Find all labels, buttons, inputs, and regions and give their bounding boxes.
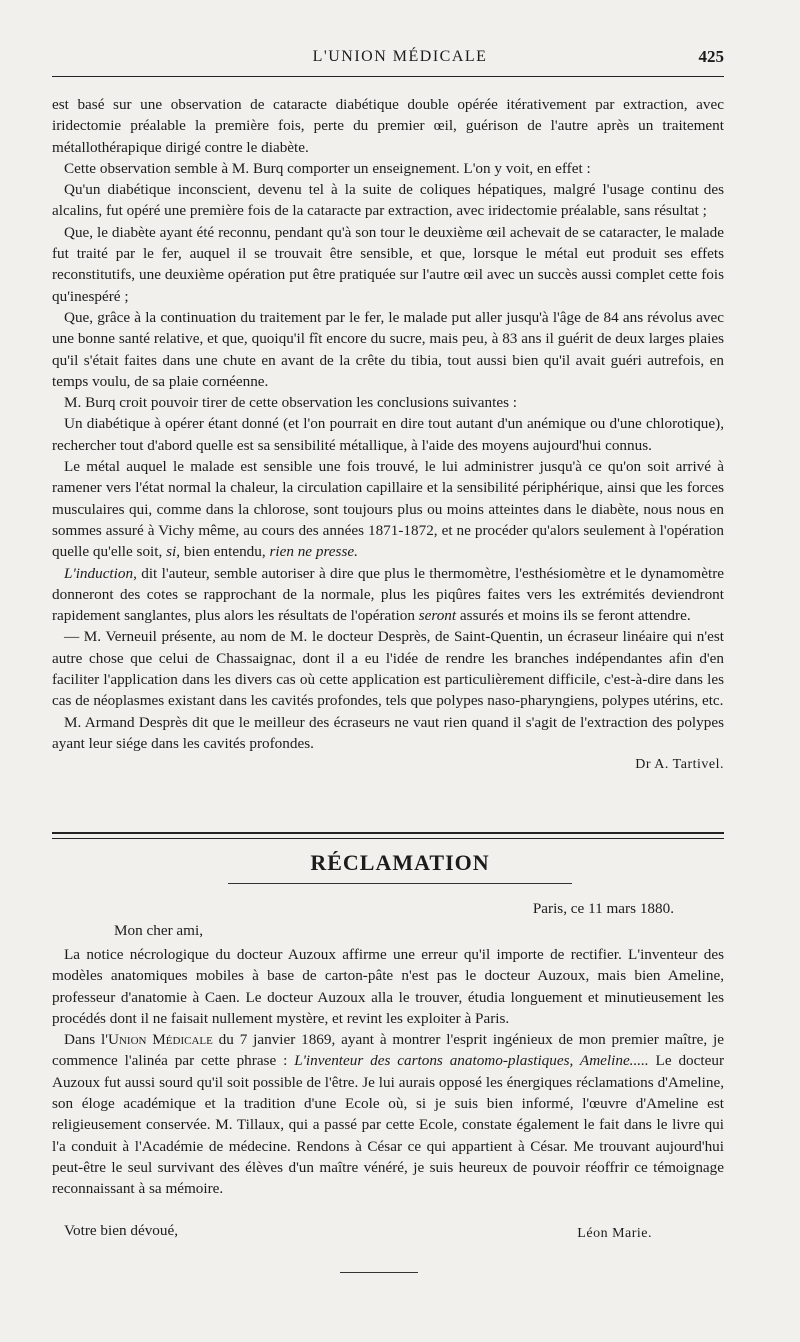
paragraph: Cette observation semble à M. Burq comporter un enseignement. L'on y voit, en effet :	[64, 159, 591, 177]
paragraph: est basé sur une observation de cataracte diabétique double opérée itérativement par extraction, avec iridectomie préalable la première fois, perte du premier œil, guérison de l'autre après un traitement métallothérapique dirigé contre le diabète.	[52, 96, 724, 156]
paragraph-text: Le docteur Auzoux fut aussi sourd qu'il soit possible de l'être. Je lui aurais opposé les énergiques réclamations d'Ameline, son éloge académique et la tradition d'une Ecole où, si je suis bien informé, l'œuvre d'Ameline est religieusement conservée. M. Tillaux, qui a passé par cette Ecole, constate également le fait dans le livre qui l'a conduit à l'Académie de médecine. Rendons à César ce qui appartient à César. Me trouvant aujourd'hui peut-être le seul survivant des élèves d'un maître vénéré, je suis heureux de pouvoir réoffrir ce témoignage reconnaissant à sa mémoire.	[52, 1052, 724, 1198]
header-rule	[52, 76, 724, 77]
paragraph-text: assurés et moins ils se feront attendre.	[456, 607, 691, 625]
paragraph: Que, le diabète ayant été reconnu, pendant qu'à son tour le deuxième œil achevait de se cataracter, le malade fut traité par le fer, auquel il se trouvait être sensible, et que, lorsque le métal eut produit ses effets reconstitutifs, une deuxième opération put être pratiquée sur l'autre œil avec un succès aussi complet cette fois qu'inespéré ;	[52, 223, 724, 305]
paragraph: Que, grâce à la continuation du traitement par le fer, le malade put aller jusqu'à l'âge de 84 ans révolus avec une bonne santé relative, et que, quoiqu'il fît encore du sucre, mais peu, à 83 ans il guérit de deux larges plaies qu'il s'était faites dans une chute en avant de la crête du tibia, tout aussi bien qu'il avait guéri autrefois, en temps voulu, de sa plaie cornéenne.	[52, 308, 724, 390]
journal-name: Union Médicale	[108, 1031, 213, 1049]
italic-text: L'induction	[64, 564, 134, 582]
section-divider	[52, 832, 724, 839]
dateline: Paris, ce 11 mars 1880.	[532, 900, 674, 917]
section-title: RÉCLAMATION	[310, 850, 490, 875]
paragraph-text: , dit l'auteur, semble autoriser à dire que plus le thermomètre, l'esthésiomètre et le dynamomètre donneront des cotes se rapprochant de la normale, plus les piqûres faites vers les extrémités deviendront rapidement sanglantes, plus alors les résultats de l'opération	[52, 564, 724, 625]
end-rule	[340, 1272, 418, 1273]
article-body	[52, 94, 724, 776]
italic-text: rien ne presse.	[269, 543, 358, 561]
paragraph: M. Armand Desprès dit que le meilleur des écraseurs ne vaut rien quand il s'agit de l'extraction des polypes ayant leur siége dans les cavités profondes.	[52, 713, 724, 752]
italic-text: si,	[166, 543, 181, 561]
paragraph: Qu'un diabétique inconscient, devenu tel à la suite de coliques hépatiques, malgré l'usage continu des alcalins, fut opéré une première fois de la cataracte par extraction, avec iridectomie préalable, sans résultat ;	[52, 181, 724, 220]
running-title: L'UNION MÉDICALE	[312, 48, 488, 65]
salutation: Mon cher ami,	[114, 922, 203, 939]
paragraph-text: Le métal auquel le malade est sensible une fois trouvé, le lui administrer jusqu'à ce qu'on soit arrivé à ramener vers l'état normal la chaleur, la circulation capillaire et la sensibilité périphérique, ainsi que les forces musculaires qui, comme dans la chlorose, sont toujours plus ou moins atteintes dans le diabète, nous nous en sommes assuré à Vichy même, au cours des années 1871-1872, et ne procéder qu'alors seulement à l'opération quelle qu'elle soit,	[52, 458, 724, 561]
paragraph	[52, 563, 724, 627]
italic-quote: L'inventeur des cartons anatomo-plastiques, Ameline.....	[294, 1052, 649, 1070]
paragraph: — M. Verneuil présente, au nom de M. le docteur Desprès, de Saint-Quentin, un écraseur linéaire qui n'est autre chose que celui de Chassaignac, dont il a eu l'idée de rendre les branches indépendantes afin d'en faciliter l'application dans les divers cas où cette application est particulièrement difficile, c'est-à-dire dans les cas de néoplasmes existant dans les cavités profondes, tels que polypes naso-pharyngiens, polypes utérins, etc.	[52, 628, 724, 710]
author-signature: Dr A. Tartivel.	[635, 757, 724, 773]
letter-body	[52, 944, 724, 1200]
paragraph-text: du 7 janvier 1869, ayant à montrer l'esprit ingénieux de mon premier maître, je commence l'alinéa par cette phrase :	[52, 1031, 724, 1070]
paragraph: M. Burq croit pouvoir tirer de cette observation les conclusions suivantes :	[64, 394, 517, 412]
paragraph: Un diabétique à opérer étant donné (et l'on pourrait en dire tout autant d'un anémique ou d'une chlorotique), rechercher tout d'abord quelle est sa sensibilité métallique, à l'aide des moyens aujourd'hui connus.	[52, 415, 724, 454]
page-number: 425	[698, 47, 724, 66]
paragraph: La notice nécrologique du docteur Auzoux affirme une erreur qu'il importe de rectifier. L'inventeur des modèles anatomiques mobiles à base de carton-pâte n'est pas le docteur Auzoux, mais bien Ameline, professeur d'anatomie à Caen. Le docteur Auzoux alla le trouver, étudia longuement et minutieusement les procédés dont il ne faisait nullement mystère, et revint les exploiter à Paris.	[52, 946, 724, 1027]
title-underline	[228, 883, 572, 884]
paragraph	[52, 456, 724, 562]
italic-text: seront	[418, 607, 457, 625]
paragraph-text: Dans l'	[64, 1031, 108, 1049]
paragraph	[52, 1029, 724, 1199]
letter-signature: Léon Marie.	[577, 1226, 652, 1241]
paragraph-text: bien entendu,	[180, 543, 270, 561]
closing-formula: Votre bien dévoué,	[64, 1222, 179, 1239]
